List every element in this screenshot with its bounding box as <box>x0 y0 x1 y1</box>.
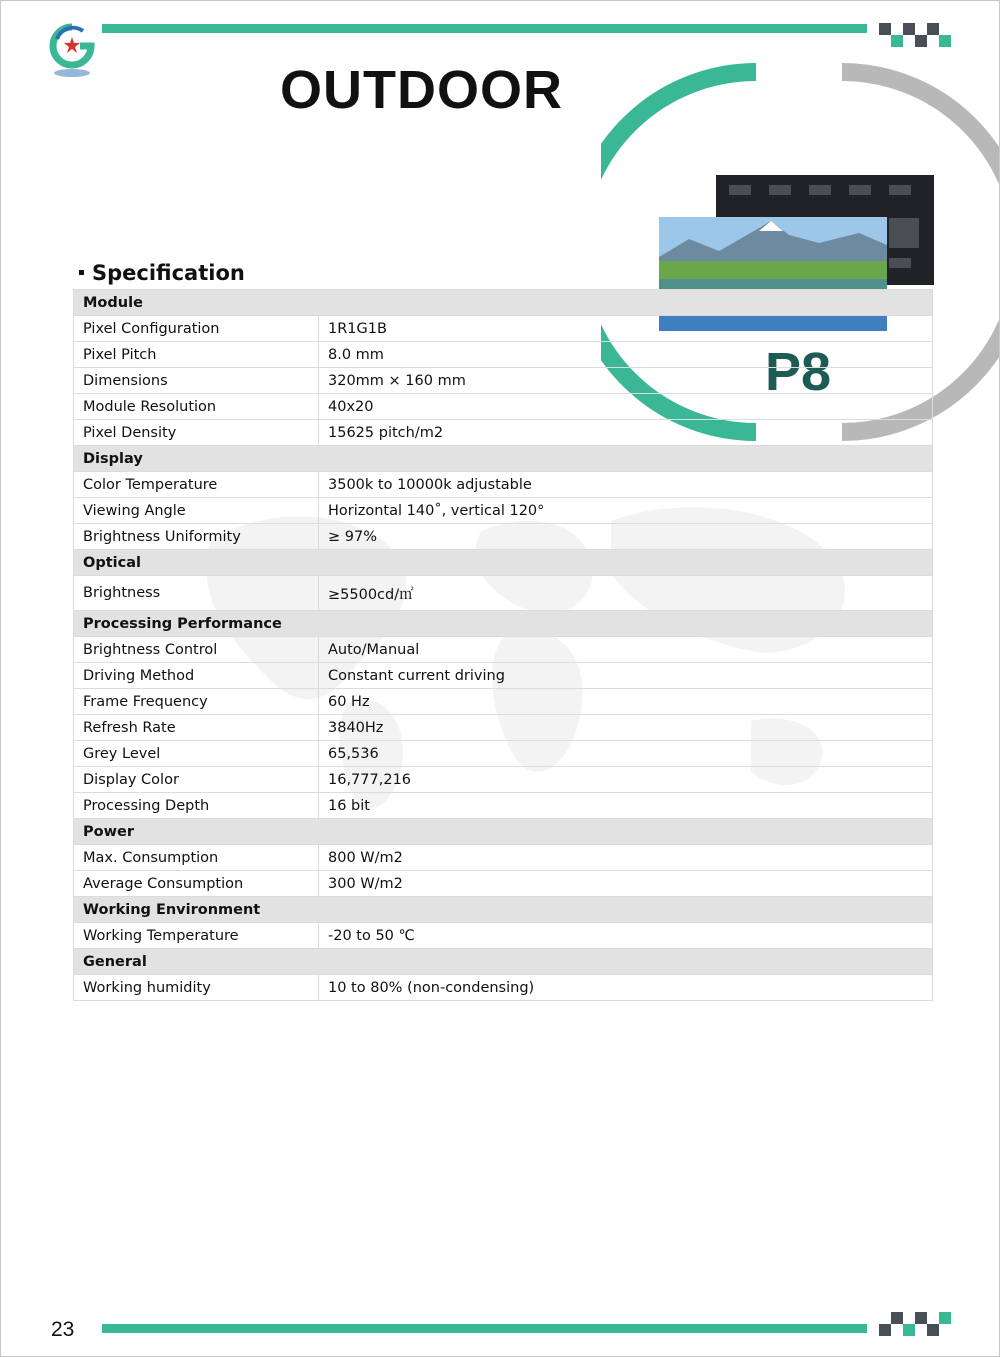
specification-table <box>73 289 933 1001</box>
spec-value: 16 bit <box>319 793 933 819</box>
spec-label: Pixel Configuration <box>74 316 319 342</box>
spec-label: Pixel Density <box>74 420 319 446</box>
table-row <box>74 368 933 394</box>
table-row <box>74 663 933 689</box>
spec-value: 800 W/m2 <box>319 845 933 871</box>
table-row <box>74 715 933 741</box>
table-row <box>74 923 933 949</box>
specification-heading <box>79 261 245 285</box>
section-header-row <box>74 446 933 472</box>
table-row <box>74 637 933 663</box>
header-checker-pattern <box>879 23 953 47</box>
spec-value: 320mm × 160 mm <box>319 368 933 394</box>
spec-value: 60 Hz <box>319 689 933 715</box>
page-number: 23 <box>51 1318 75 1341</box>
spec-label: Refresh Rate <box>74 715 319 741</box>
spec-value: 3500k to 10000k adjustable <box>319 472 933 498</box>
footer-accent-bar <box>102 1324 867 1333</box>
section-title: Power <box>74 819 933 845</box>
spec-value: 3840Hz <box>319 715 933 741</box>
table-row <box>74 845 933 871</box>
spec-label: Driving Method <box>74 663 319 689</box>
table-row <box>74 394 933 420</box>
spec-value: 8.0 mm <box>319 342 933 368</box>
spec-value: Horizontal 140˚, vertical 120° <box>319 498 933 524</box>
spec-label: Working humidity <box>74 975 319 1001</box>
spec-value: Auto/Manual <box>319 637 933 663</box>
table-row <box>74 767 933 793</box>
header-accent-bar <box>102 24 867 33</box>
spec-label: Brightness Control <box>74 637 319 663</box>
table-row <box>74 342 933 368</box>
section-title: Display <box>74 446 933 472</box>
spec-label: Brightness <box>74 576 319 611</box>
bullet-icon <box>79 270 84 275</box>
spec-value: ≥5500cd/㎡ <box>319 576 933 611</box>
section-header-row <box>74 949 933 975</box>
section-title: General <box>74 949 933 975</box>
spec-label: Color Temperature <box>74 472 319 498</box>
section-title: Working Environment <box>74 897 933 923</box>
spec-label: Frame Frequency <box>74 689 319 715</box>
page-title: OUTDOOR <box>280 60 563 120</box>
spec-value: 16,777,216 <box>319 767 933 793</box>
spec-value: 1R1G1B <box>319 316 933 342</box>
spec-label: Average Consumption <box>74 871 319 897</box>
table-row <box>74 689 933 715</box>
table-row <box>74 741 933 767</box>
section-title: Optical <box>74 550 933 576</box>
spec-value: ≥ 97% <box>319 524 933 550</box>
section-title: Processing Performance <box>74 611 933 637</box>
section-header-row <box>74 290 933 316</box>
spec-value: -20 to 50 ℃ <box>319 923 933 949</box>
footer-checker-pattern <box>879 1312 953 1336</box>
table-row <box>74 316 933 342</box>
company-logo-icon <box>47 21 97 81</box>
section-title: Module <box>74 290 933 316</box>
section-header-row <box>74 611 933 637</box>
spec-label: Pixel Pitch <box>74 342 319 368</box>
table-row <box>74 975 933 1001</box>
table-row <box>74 420 933 446</box>
section-header-row <box>74 550 933 576</box>
spec-label: Dimensions <box>74 368 319 394</box>
spec-value: 300 W/m2 <box>319 871 933 897</box>
table-row <box>74 472 933 498</box>
spec-value: 40x20 <box>319 394 933 420</box>
specification-heading-text: Specification <box>92 261 245 285</box>
model-label: P8 <box>765 342 832 402</box>
section-header-row <box>74 819 933 845</box>
spec-value: 15625 pitch/m2 <box>319 420 933 446</box>
table-row <box>74 524 933 550</box>
spec-label: Module Resolution <box>74 394 319 420</box>
spec-label: Working Temperature <box>74 923 319 949</box>
spec-label: Processing Depth <box>74 793 319 819</box>
table-row <box>74 576 933 611</box>
spec-value: Constant current driving <box>319 663 933 689</box>
spec-label: Grey Level <box>74 741 319 767</box>
table-row <box>74 793 933 819</box>
spec-value: 65,536 <box>319 741 933 767</box>
section-header-row <box>74 897 933 923</box>
spec-value: 10 to 80% (non-condensing) <box>319 975 933 1001</box>
table-row <box>74 871 933 897</box>
spec-label: Display Color <box>74 767 319 793</box>
spec-label: Viewing Angle <box>74 498 319 524</box>
spec-label: Brightness Uniformity <box>74 524 319 550</box>
spec-label: Max. Consumption <box>74 845 319 871</box>
table-row <box>74 498 933 524</box>
